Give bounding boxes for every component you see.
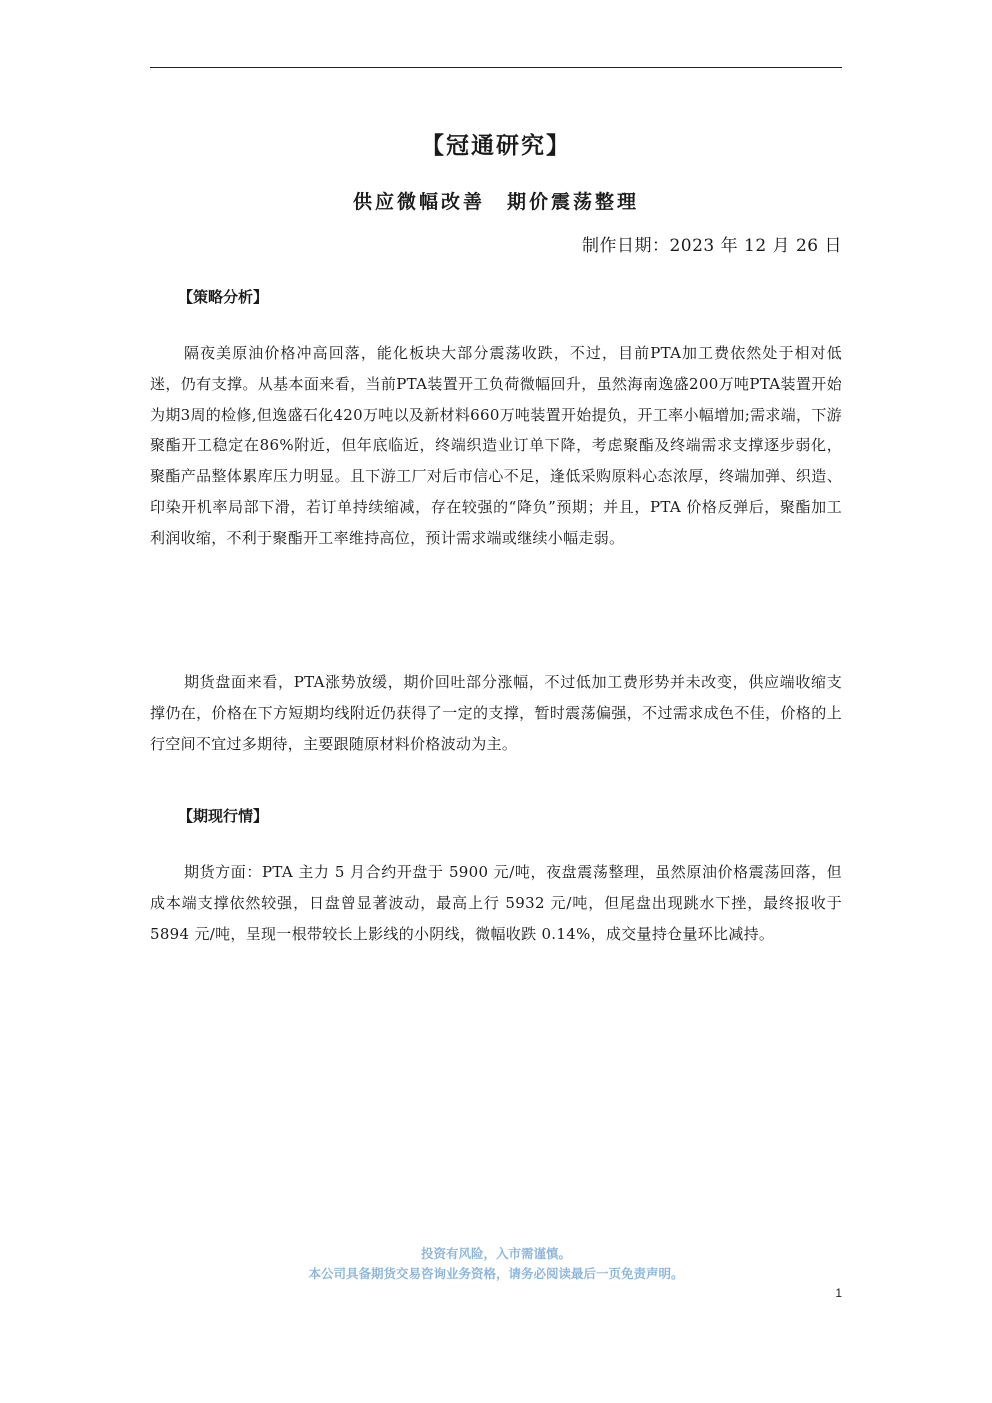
section-heading-market: 【期现行情】 — [178, 807, 269, 825]
page-number: 1 — [835, 1286, 842, 1300]
strategy-paragraph-2: 期货盘面来看，PTA涨势放缓，期价回吐部分涨幅，不过低加工费形势并未改变，供应端收缩支撑仍在，价格在下方短期均线附近仍获得了一定的支撑，暂时震荡偏强，不过需求成色不佳，价格的上行空间不宜过多期待，主要跟随原材料价格波动为主。 — [150, 673, 842, 753]
report-date: 制作日期：2023 年 12 月 26 日 — [581, 236, 842, 256]
report-series-title: 【冠通研究】 — [421, 133, 571, 159]
disclaimer-notice: 本公司具备期货交易咨询业务资格，请务必阅读最后一页免责声明。 — [308, 1266, 684, 1281]
header-rule — [150, 67, 842, 68]
risk-notice: 投资有风险，入市需谨慎。 — [420, 1246, 571, 1261]
strategy-paragraph-1: 隔夜美原油价格冲高回落，能化板块大部分震荡收跌，不过，目前PTA加工费依然处于相对低迷，仍有支撑。从基本面来看，当前PTA装置开工负荷微幅回升，虽然海南逸盛200万吨PTA装置开始为期3周的检修,但逸盛石化420万吨以及新材料660万吨装置开始提负，开工率小幅增加;需求端，下游聚酯开工稳定在86%附近，但年底临近，终端织造业订单下降，考虑聚酯及终端需求支撑逐步弱化，聚酯产品整体累库压力明显。且下游工厂对后市信心不足，逢低采购原料心态浓厚，终端加弹、织造、印染开机率局部下滑，若订单持续缩减，存在较强的“降负”预期；并且，PTA 价格反弹后，聚酯加工利润收缩，不利于聚酯开工率维持高位，预计需求端或继续小幅走弱。 — [150, 344, 842, 547]
report-headline: 供应微幅改善 期价震荡整理 — [352, 191, 639, 213]
market-paragraph-1: 期货方面：PTA 主力 5 月合约开盘于 5900 元/吨，夜盘震荡整理，虽然原油价格震荡回落，但成本端支撑依然较强，日盘曾显著波动，最高上行 5932 元/吨，但尾盘出现跳水下挫，最终报收于 5894 元/吨，呈现一根带较长上影线的小阴线，微幅收跌 0.14%，成交量持仓量环比减持。 — [150, 863, 842, 943]
section-heading-strategy: 【策略分析】 — [178, 288, 269, 306]
